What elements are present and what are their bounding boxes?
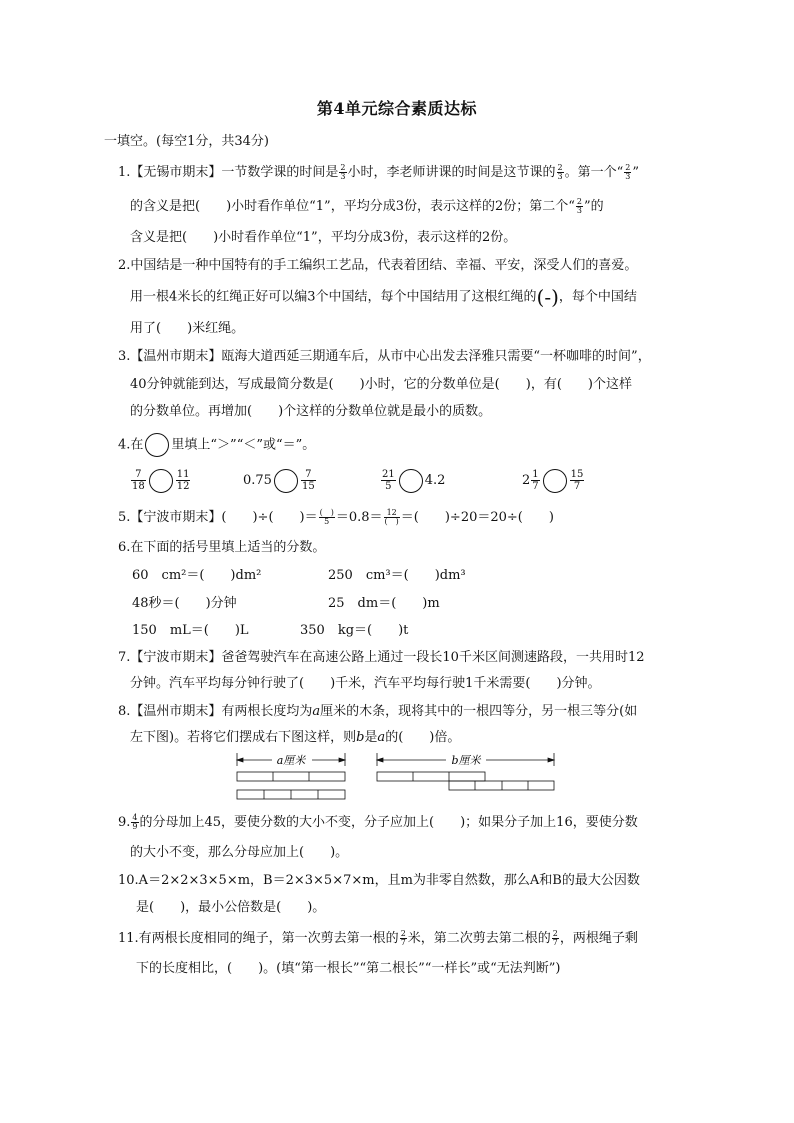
question-7-line-1: 7.【宁波市期末】爸爸驾驶汽车在高速公路上通过一段长10千米区间测速路段，一共用时12 (118, 650, 645, 665)
question-2-line-2: 用一根4米长的红绳正好可以编3个中国结，每个中国结用了这根红绳的(-)，每个中国结 (130, 285, 637, 309)
question-11-line-2: 下的长度相比，( )。(填“第一根长”“第二根长”“一样长”或“无法判断”) (136, 961, 561, 976)
unit-row-1-right: 250 cm³＝( )dm³ (328, 568, 466, 583)
question-3-line-1: 3.【温州市期末】瓯海大道西延三期通车后，从市中心出发去泽雅只需要“一杯咖啡的时间”， (118, 349, 651, 364)
question-7-line-2: 分钟。汽车平均每分钟行驶了( )千米，汽车平均每行驶1千米需要( )分钟。 (130, 676, 601, 691)
question-5: 5.【宁波市期末】( )÷( )＝ $\frac{( )}{5}$ ＝0.8＝ $\frac{12}{( )}$ ＝( )÷20＝20÷( ) (118, 508, 554, 526)
question-4-line-1: 4.在 里填上“＞”“＜”或“＝”。 (118, 433, 315, 457)
compare-circle[interactable] (149, 469, 173, 493)
question-2-line-3: 用了( )米红绳。 (130, 321, 245, 336)
compare-item-1: $\frac{7}{18}$ $\frac{11}{12}$ (132, 469, 190, 492)
page-title: 第4单元综合素质达标 (316, 99, 478, 118)
unit-row-2-left: 48秒＝( )分钟 (132, 596, 237, 611)
fraction-blank[interactable]: (-) (536, 285, 559, 309)
question-6-line-1: 6.在下面的括号里填上适当的分数。 (118, 540, 326, 555)
question-3-line-3: 的分数单位。再增加( )个这样的分数单位就是最小的质数。 (130, 404, 492, 419)
unit-row-3-right: 350 kg＝( )t (300, 623, 409, 638)
question-10-line-2: 是( )，最小公倍数是( )。 (136, 900, 326, 915)
question-10-line-1: 10.A＝2×2×3×5×m，B＝2×3×5×7×m，且m为非零自然数，那么A和B的最大公因数 (118, 873, 640, 888)
compare-item-4: 2 $\frac{1}{7}$ $\frac{15}{7}$ (522, 469, 584, 492)
question-11-line-1: 11.有两根长度相同的绳子，第一次剪去第一根的 $\frac{2}{7}$ 米，第二次剪去第二根的 $\frac{2}{7}$ ，两根绳子剩 (118, 929, 638, 947)
compare-item-3: $\frac{21}{5}$ 4.2 (382, 469, 446, 492)
section-heading: 一填空。(每空1分，共34分) (104, 134, 269, 149)
compare-circle[interactable] (543, 469, 567, 493)
question-2-line-1: 2.中国结是一种中国特有的手工编织工艺品，代表着团结、幸福、平安，深受人们的喜爱。 (118, 258, 638, 273)
question-9-line-2: 的大小不变，那么分母应加上( )。 (130, 845, 349, 860)
question-1-line-2: 的含义是把( )小时看作单位“1”，平均分成3份，表示这样的2份；第二个“ $\frac{2}{3}$ ”的 (130, 197, 604, 215)
compare-item-2: 0.75 $\frac{7}{15}$ (243, 469, 315, 492)
question-3-line-2: 40分钟就能到达，写成最简分数是( )小时，它的分数单位是( )，有( )个这样 (130, 377, 632, 392)
unit-row-2-right: 25 dm＝( )m (328, 596, 440, 611)
label-a: a厘米 (276, 754, 306, 767)
question-9-line-1: 9. $\frac{4}{9}$ 的分母加上45，要使分数的大小不变，分子应加上( )；如果分子加上16，要使分数 (118, 813, 638, 831)
right-bar-diagram (374, 750, 558, 794)
question-1-line-3: 含义是把( )小时看作单位“1”，平均分成3份，表示这样的2份。 (130, 230, 517, 245)
unit-row-3-left: 150 mL＝( )L (132, 623, 249, 638)
compare-circle[interactable] (274, 469, 298, 493)
question-8-line-1: 8.【温州市期末】有两根长度均为a厘米的木条，现将其中的一根四等分，另一根三等分(如 (118, 704, 638, 719)
compare-circle[interactable] (399, 469, 423, 493)
question-8-line-2: 左下图)。若将它们摆成右下图这样，则b是a的( )倍。 (130, 730, 461, 745)
compare-circle-icon (145, 433, 169, 457)
question-1-line-1: 1.【无锡市期末】一节数学课的时间是 $\frac{2}{3}$ 小时，李老师讲课的时间是这节课的 $\frac{2}{3}$ 。第一个“ $\frac{2}{3}$ ” (118, 163, 640, 181)
unit-row-1-left: 60 cm²＝( )dm² (132, 568, 262, 583)
left-bar-diagram (234, 750, 354, 804)
label-b: b厘米 (451, 754, 481, 767)
